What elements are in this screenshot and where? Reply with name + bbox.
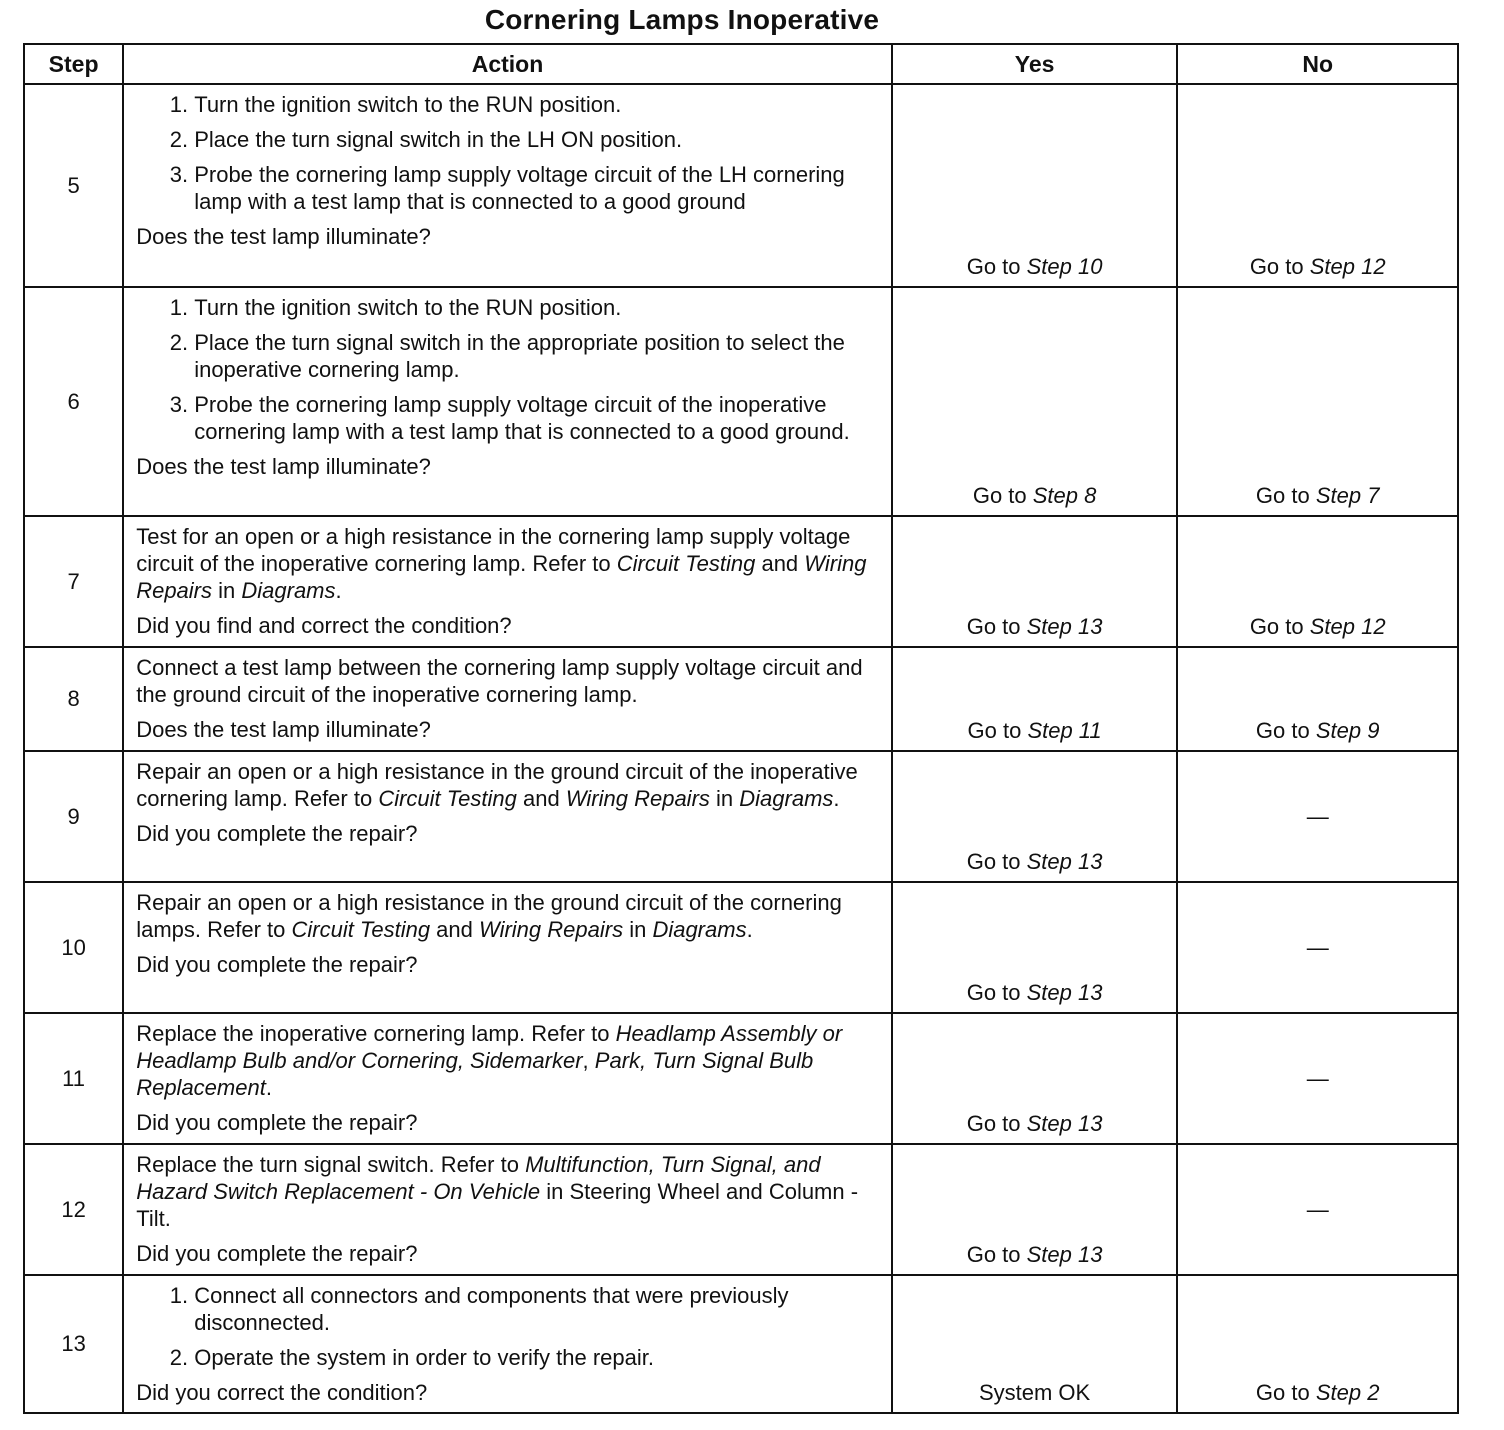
step-number: 12 — [24, 1144, 123, 1275]
dash-mark: — — [1306, 1196, 1329, 1222]
instruction-text: . — [265, 1075, 272, 1100]
instruction-text: . — [746, 917, 753, 942]
outcome-prefix: Go to — [966, 254, 1027, 279]
step-number: 11 — [24, 1013, 123, 1144]
outcome-prefix: Go to — [972, 483, 1033, 508]
header-step: Step — [24, 44, 123, 84]
step-reference: Step 13 — [1026, 849, 1103, 874]
no-outcome — [1177, 1275, 1458, 1413]
yes-outcome — [892, 1144, 1178, 1275]
instruction-text: in — [212, 578, 242, 603]
yes-outcome — [892, 287, 1178, 516]
yes-outcome — [892, 751, 1178, 882]
action-step: 3. Probe the cornering lamp supply voltage circuit of the LH cornering lamp with a test lamp that is connected to a good ground — [194, 161, 883, 215]
dash-mark: — — [1306, 803, 1329, 829]
table-row — [24, 882, 1458, 1013]
table-row — [24, 84, 1458, 287]
action-cell — [123, 647, 892, 751]
action-step: 2. Place the turn signal switch in the LH ON position. — [194, 126, 883, 153]
diagnostic-table — [23, 43, 1459, 1414]
document-reference: Diagrams — [241, 578, 336, 603]
table-row — [24, 1275, 1458, 1413]
outcome-text: System OK — [978, 1380, 1091, 1405]
action-question: Did you find and correct the condition? — [136, 613, 512, 638]
document-reference: Wiring Repairs — [565, 786, 710, 811]
step-number: 8 — [24, 647, 123, 751]
action-steps-list — [136, 91, 883, 215]
action-instruction — [136, 654, 883, 708]
instruction-text: in — [623, 917, 653, 942]
outcome-prefix: Go to — [966, 614, 1027, 639]
outcome-prefix: Go to — [966, 1111, 1027, 1136]
table-row — [24, 1144, 1458, 1275]
header-row — [24, 44, 1458, 84]
action-question: Does the test lamp illuminate? — [136, 224, 431, 249]
action-cell — [123, 516, 892, 647]
instruction-text: . — [335, 578, 342, 603]
instruction-text: and — [516, 786, 566, 811]
action-steps-list — [136, 1282, 883, 1371]
yes-outcome — [892, 647, 1178, 751]
no-outcome — [1177, 287, 1458, 516]
action-question: Did you complete the repair? — [136, 952, 418, 977]
step-reference: Step 12 — [1309, 254, 1386, 279]
dash-mark: — — [1306, 934, 1329, 960]
action-cell — [123, 1275, 892, 1413]
outcome-prefix: Go to — [1255, 718, 1316, 743]
action-cell — [123, 84, 892, 287]
action-instruction — [136, 889, 883, 943]
yes-outcome — [892, 516, 1178, 647]
outcome-prefix: Go to — [1255, 483, 1316, 508]
step-number: 13 — [24, 1275, 123, 1413]
action-cell — [123, 751, 892, 882]
no-outcome — [1177, 882, 1458, 1013]
instruction-text: . — [833, 786, 840, 811]
step-reference: Step 13 — [1026, 614, 1103, 639]
action-question: Does the test lamp illuminate? — [136, 717, 431, 742]
step-reference: Step 13 — [1026, 1242, 1103, 1267]
action-cell — [123, 882, 892, 1013]
step-reference: Step 11 — [1027, 718, 1102, 743]
no-outcome — [1177, 516, 1458, 647]
instruction-text: Test for an open or a high resistance in the cornering lamp supply voltage circuit of the inoperative cornering lamp. Refer to — [136, 524, 851, 576]
dash-mark: — — [1306, 1065, 1329, 1091]
action-cell — [123, 1144, 892, 1275]
action-step: 1. Turn the ignition switch to the RUN position. — [194, 294, 883, 321]
step-reference: Step 13 — [1026, 980, 1103, 1005]
action-step: 3. Probe the cornering lamp supply voltage circuit of the inoperative cornering lamp with a test lamp that is connected to a good ground. — [194, 391, 883, 445]
no-outcome — [1177, 84, 1458, 287]
table-row — [24, 516, 1458, 647]
step-number: 6 — [24, 287, 123, 516]
instruction-text: Connect a test lamp between the cornering lamp supply voltage circuit and the ground circuit of the inoperative cornering lamp. — [136, 655, 863, 707]
step-number: 7 — [24, 516, 123, 647]
action-instruction — [136, 758, 883, 812]
instruction-text: and — [430, 917, 479, 942]
action-question: Did you complete the repair? — [136, 1241, 418, 1266]
instruction-text: and — [755, 551, 805, 576]
action-step: 2. Operate the system in order to verify the repair. — [194, 1344, 883, 1371]
step-reference: Step 7 — [1315, 483, 1380, 508]
table-row — [24, 1013, 1458, 1144]
step-reference: Step 10 — [1026, 254, 1103, 279]
header-action: Action — [123, 44, 892, 84]
instruction-text: Replace the inoperative cornering lamp. Refer to — [136, 1021, 616, 1046]
step-number: 9 — [24, 751, 123, 882]
action-steps-list — [136, 294, 883, 445]
step-number: 5 — [24, 84, 123, 287]
page-title: Cornering Lamps Inoperative — [484, 4, 880, 35]
outcome-prefix: Go to — [1249, 254, 1310, 279]
table-row — [24, 287, 1458, 516]
action-cell — [123, 1013, 892, 1144]
document-reference: Multifunction, Turn Signal, and Hazard Switch Replacement - On Vehicle — [136, 1152, 821, 1204]
step-reference: Step 8 — [1032, 483, 1097, 508]
instruction-text: in Steering Wheel and Column -Tilt. — [136, 1179, 859, 1231]
document-reference: Park, Turn Signal Bulb Replacement — [136, 1048, 814, 1100]
table-row — [24, 647, 1458, 751]
outcome-prefix: Go to — [966, 849, 1027, 874]
action-instruction — [136, 523, 883, 604]
step-number: 10 — [24, 882, 123, 1013]
action-instruction — [136, 1020, 883, 1101]
instruction-text: Repair an open or a high resistance in the ground circuit of the cornering lamps. Refer to — [136, 890, 842, 942]
action-cell — [123, 287, 892, 516]
action-question: Does the test lamp illuminate? — [136, 454, 431, 479]
action-step: 2. Place the turn signal switch in the appropriate position to select the inoperative cornering lamp. — [194, 329, 883, 383]
instruction-text: in — [709, 786, 740, 811]
no-outcome — [1177, 647, 1458, 751]
instruction-text: Replace the turn signal switch. Refer to — [136, 1152, 526, 1177]
action-question: Did you correct the condition? — [136, 1380, 428, 1405]
action-question: Did you complete the repair? — [136, 1110, 418, 1135]
action-instruction — [136, 1151, 883, 1232]
instruction-text: , — [582, 1048, 595, 1073]
document-reference: Wiring Repairs — [136, 551, 867, 603]
document-reference: Diagrams — [739, 786, 834, 811]
outcome-prefix: Go to — [967, 718, 1028, 743]
yes-outcome — [892, 882, 1178, 1013]
step-reference: Step 2 — [1315, 1380, 1380, 1405]
yes-outcome — [892, 1275, 1178, 1413]
action-step: 1. Connect all connectors and components that were previously disconnected. — [194, 1282, 883, 1336]
yes-outcome — [892, 84, 1178, 287]
document-reference: Circuit Testing — [378, 786, 517, 811]
document-reference: Circuit Testing — [616, 551, 756, 576]
outcome-prefix: Go to — [1249, 614, 1310, 639]
document-reference: Circuit Testing — [291, 917, 431, 942]
step-reference: Step 9 — [1315, 718, 1380, 743]
document-reference: Diagrams — [652, 917, 747, 942]
step-reference: Step 13 — [1026, 1111, 1103, 1136]
no-outcome — [1177, 1144, 1458, 1275]
table-row — [24, 751, 1458, 882]
outcome-prefix: Go to — [966, 980, 1027, 1005]
header-yes: Yes — [892, 44, 1178, 84]
step-reference: Step 12 — [1309, 614, 1386, 639]
instruction-text: Repair an open or a high resistance in the ground circuit of the inoperative cornering lamp. Refer to — [136, 759, 858, 811]
action-question: Did you complete the repair? — [136, 821, 418, 846]
document-reference: Wiring Repairs — [479, 917, 624, 942]
outcome-prefix: Go to — [1255, 1380, 1316, 1405]
no-outcome — [1177, 751, 1458, 882]
header-no: No — [1177, 44, 1458, 84]
document-reference: Headlamp Assembly or Headlamp Bulb and/or Cornering, Sidemarker — [136, 1021, 843, 1073]
outcome-prefix: Go to — [966, 1242, 1027, 1267]
action-step: 1. Turn the ignition switch to the RUN position. — [194, 91, 883, 118]
no-outcome — [1177, 1013, 1458, 1144]
yes-outcome — [892, 1013, 1178, 1144]
